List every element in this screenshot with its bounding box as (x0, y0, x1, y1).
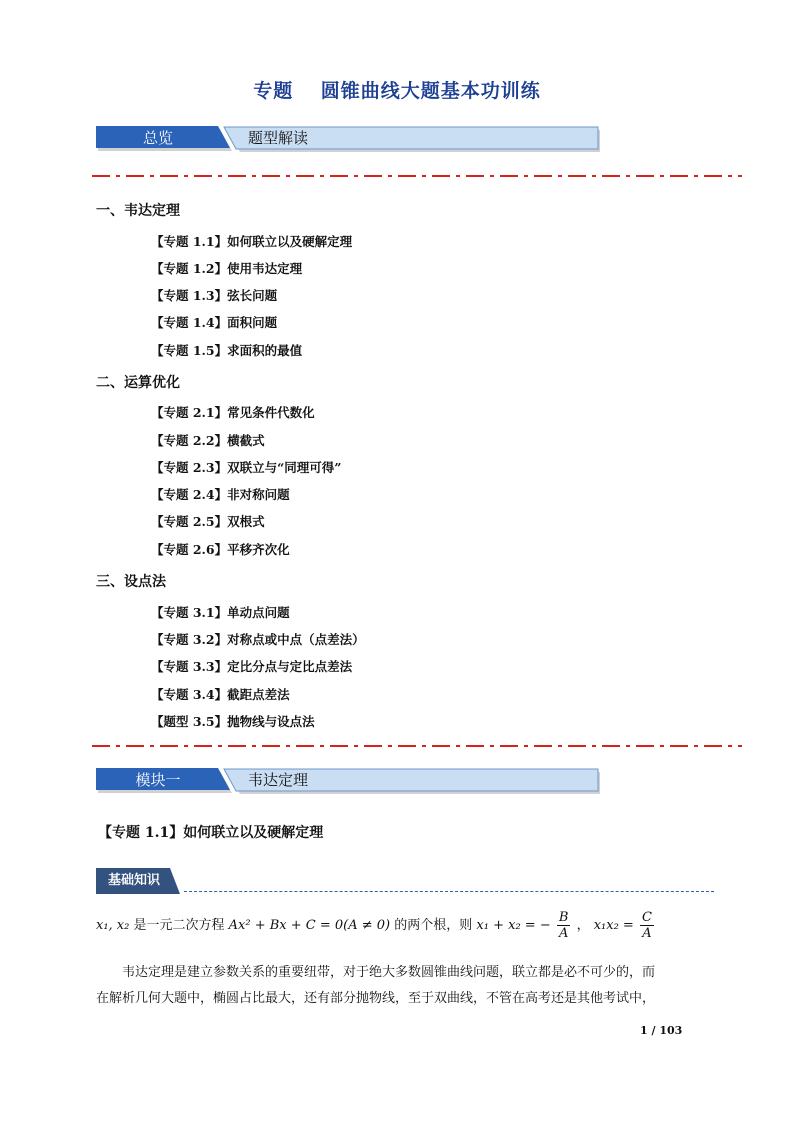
toc-item[interactable]: 【题型 3.5】抛物线与设点法 (151, 714, 315, 729)
toc-item[interactable]: 【专题 3.1】单动点问题 (151, 605, 290, 620)
toc-item[interactable]: 【专题 3.3】定比分点与定比点差法 (151, 659, 353, 674)
formula-prod-fraction (640, 910, 654, 941)
basic-knowledge-tag (96, 868, 182, 894)
formula-sum-numerator: B (558, 910, 569, 925)
toc-item[interactable]: 【专题 1.2】使用韦达定理 (151, 261, 303, 276)
toc-item[interactable]: 【专题 3.4】截距点差法 (151, 687, 290, 702)
module-banner-text: 韦达定理 (248, 771, 309, 789)
module-banner (96, 768, 602, 796)
formula-roots: x₁, x₂ (96, 918, 130, 933)
formula-text2: 的两个根，则 (394, 918, 473, 933)
section-heading-optimization: 二、运算优化 (96, 375, 180, 391)
formula-separator: ， (576, 918, 590, 933)
dash-divider-top (92, 174, 742, 178)
subsection-title: 【专题 1.1】如何联立以及硬解定理 (98, 825, 324, 841)
formula-prod-denominator: A (642, 926, 652, 941)
toc-item[interactable]: 【专题 1.3】弦长问题 (151, 288, 278, 303)
toc-item[interactable]: 【专题 2.4】非对称问题 (151, 487, 290, 502)
overview-banner-text: 题型解读 (248, 129, 309, 147)
page-title: 专题 圆锥曲线大题基本功训练 (253, 80, 541, 102)
formula-sum-denominator: A (558, 926, 569, 941)
toc-item[interactable]: 【专题 2.5】双根式 (151, 514, 265, 529)
toc-item[interactable]: 【专题 1.1】如何联立以及硬解定理 (151, 234, 353, 249)
dash-divider-bottom (92, 744, 742, 748)
section-heading-vieta: 一、韦达定理 (96, 203, 180, 219)
section-heading-point-method: 三、设点法 (96, 574, 166, 590)
toc-item[interactable]: 【专题 2.2】横截式 (151, 433, 265, 448)
vieta-formula (96, 910, 706, 954)
paragraph-line: 韦达定理是建立参数关系的重要纽带，对于绝大多数圆锥曲线问题，联立都是必不可少的，而 (96, 965, 656, 980)
basic-knowledge-underline (184, 891, 714, 892)
paragraph-line: 在解析几何大题中，椭圆占比最大，还有部分抛物线，至于双曲线，不管在高考还是其他考试中， (96, 991, 656, 1006)
formula-sum-lhs: x₁ + x₂ = − (476, 918, 551, 933)
formula-text1: 是一元二次方程 (133, 918, 225, 933)
formula-sum-fraction (557, 910, 571, 941)
overview-banner (96, 126, 602, 154)
toc-item[interactable]: 【专题 1.5】求面积的最值 (151, 343, 303, 358)
formula-prod-numerator: C (641, 910, 652, 925)
toc-item[interactable]: 【专题 2.6】平移齐次化 (151, 542, 290, 557)
page-number: 1 / 103 (640, 1024, 683, 1037)
overview-banner-tag: 总览 (142, 129, 173, 147)
formula-equation: Ax² + Bx + C = 0(A ≠ 0) (228, 918, 391, 933)
toc-item[interactable]: 【专题 2.3】双联立与“同理可得” (151, 460, 342, 475)
toc-item[interactable]: 【专题 3.2】对称点或中点（点差法） (151, 632, 365, 647)
module-banner-tag: 模块一 (135, 771, 181, 789)
toc-item[interactable]: 【专题 2.1】常见条件代数化 (151, 405, 315, 420)
toc-item[interactable]: 【专题 1.4】面积问题 (151, 315, 278, 330)
basic-knowledge-label: 基础知识 (107, 873, 160, 888)
formula-prod-lhs: x₁x₂ = (593, 918, 634, 933)
